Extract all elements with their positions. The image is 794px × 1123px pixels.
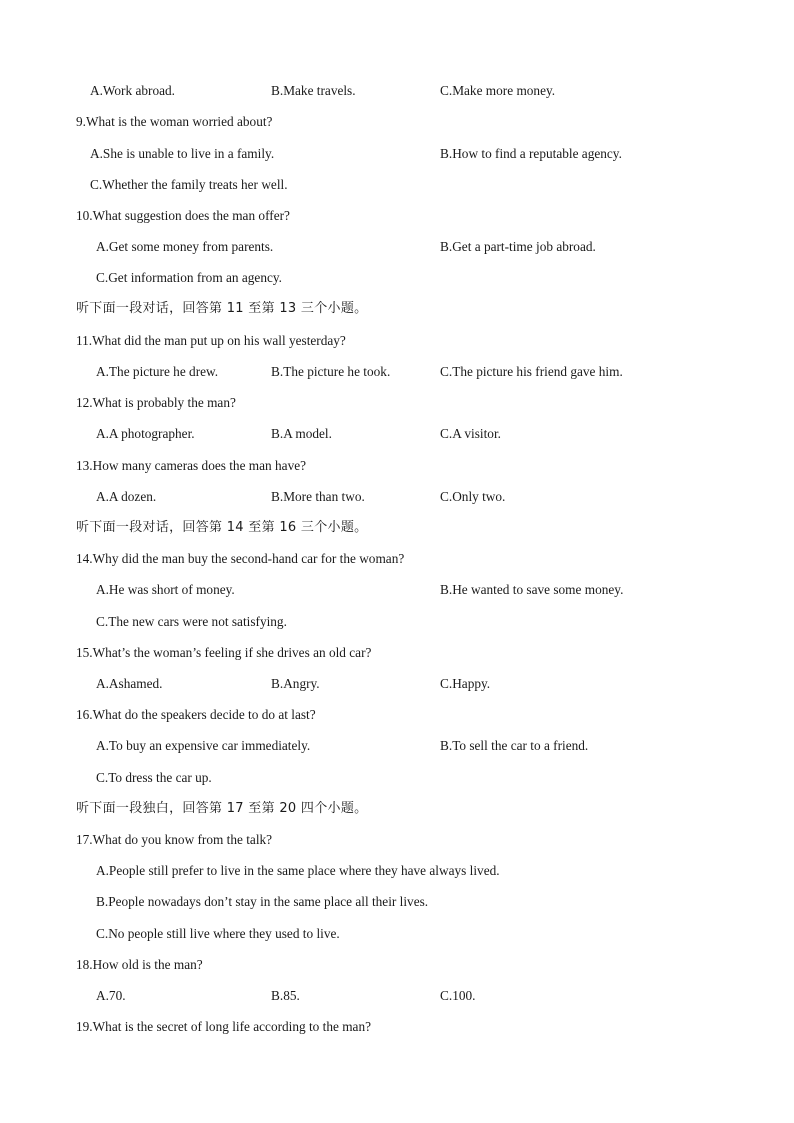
q14-option-a: A.He was short of money. xyxy=(96,582,235,597)
q16-option-b: B.To sell the car to a friend. xyxy=(440,738,589,753)
q14-options-row1 xyxy=(0,580,794,600)
q18-option-c: C.100. xyxy=(440,988,476,1003)
q9-option-c: C.Whether the family treats her well. xyxy=(90,177,288,192)
q11-option-c: C.The picture his friend gave him. xyxy=(440,364,623,379)
q15-options xyxy=(0,674,794,694)
q9-option-b: B.How to find a reputable agency. xyxy=(440,146,622,161)
q18-options xyxy=(0,986,794,1006)
q17-option-c-row xyxy=(0,924,794,944)
q13-option-c: C.Only two. xyxy=(440,489,506,504)
q11-text: 11.What did the man put up on his wall yesterday? xyxy=(76,333,346,348)
section-1-text: 听下面一段对话，回答第 11 至第 13 三个小题。 xyxy=(76,301,368,316)
q9-options-row1 xyxy=(0,144,794,164)
q10-options-row2 xyxy=(0,268,794,288)
q13-question xyxy=(0,456,794,476)
q16-option-a: A.To buy an expensive car immediately. xyxy=(96,738,311,753)
q12-option-b: B.A model. xyxy=(271,426,332,441)
q18-option-b: B.85. xyxy=(271,988,300,1003)
q10-option-c: C.Get information from an agency. xyxy=(96,270,282,285)
q18-option-a: A.70. xyxy=(96,988,126,1003)
q8-option-b: B.Make travels. xyxy=(271,83,356,98)
q19-question xyxy=(0,1017,794,1037)
q14-options-row2 xyxy=(0,612,794,632)
q17-option-a-row xyxy=(0,861,794,881)
q11-question xyxy=(0,331,794,351)
q15-option-b: B.Angry. xyxy=(271,676,320,691)
q16-question xyxy=(0,705,794,725)
q14-option-c: C.The new cars were not satisfying. xyxy=(96,614,287,629)
q15-text: 15.What’s the woman’s feeling if she drives an old car? xyxy=(76,645,372,660)
q13-options xyxy=(0,487,794,507)
q11-option-b: B.The picture he took. xyxy=(271,364,391,379)
section-heading-3 xyxy=(0,799,794,819)
q10-question xyxy=(0,206,794,226)
section-2-text: 听下面一段对话，回答第 14 至第 16 三个小题。 xyxy=(76,520,368,535)
q15-option-a: A.Ashamed. xyxy=(96,676,163,691)
q17-question xyxy=(0,830,794,850)
q13-option-b: B.More than two. xyxy=(271,489,365,504)
q17-option-c: C.No people still live where they used to live. xyxy=(96,926,340,941)
q18-question xyxy=(0,955,794,975)
q10-text: 10.What suggestion does the man offer? xyxy=(76,208,290,223)
q16-options-row1 xyxy=(0,736,794,756)
q19-text: 19.What is the secret of long life according to the man? xyxy=(76,1019,372,1034)
q10-options-row1 xyxy=(0,237,794,257)
section-heading-2 xyxy=(0,518,794,538)
q8-option-c: C.Make more money. xyxy=(440,83,556,98)
q13-option-a: A.A dozen. xyxy=(96,489,157,504)
q11-option-a: A.The picture he drew. xyxy=(96,364,219,379)
q8-option-a: A.Work abroad. xyxy=(90,83,175,98)
q17-option-a: A.People still prefer to live in the same place where they have always lived. xyxy=(96,863,500,878)
q12-option-a: A.A photographer. xyxy=(96,426,195,441)
q12-text: 12.What is probably the man? xyxy=(76,395,236,410)
q10-option-a: A.Get some money from parents. xyxy=(96,239,274,254)
q8-options xyxy=(0,81,794,101)
q14-question xyxy=(0,549,794,569)
q12-option-c: C.A visitor. xyxy=(440,426,501,441)
q18-text: 18.How old is the man? xyxy=(76,957,203,972)
q13-text: 13.How many cameras does the man have? xyxy=(76,458,307,473)
section-3-text: 听下面一段独白，回答第 17 至第 20 四个小题。 xyxy=(76,801,368,816)
q9-options-row2 xyxy=(0,175,794,195)
q16-options-row2 xyxy=(0,768,794,788)
q14-option-b: B.He wanted to save some money. xyxy=(440,582,624,597)
q14-text: 14.Why did the man buy the second-hand car for the woman? xyxy=(76,551,405,566)
q11-options xyxy=(0,362,794,382)
section-heading-1 xyxy=(0,299,794,319)
q15-option-c: C.Happy. xyxy=(440,676,491,691)
q12-options xyxy=(0,424,794,444)
q10-option-b: B.Get a part-time job abroad. xyxy=(440,239,596,254)
q9-option-a: A.She is unable to live in a family. xyxy=(90,146,275,161)
q9-question xyxy=(0,112,794,132)
q9-text: 9.What is the woman worried about? xyxy=(76,114,273,129)
q17-text: 17.What do you know from the talk? xyxy=(76,832,273,847)
q16-option-c: C.To dress the car up. xyxy=(96,770,212,785)
q15-question xyxy=(0,643,794,663)
q12-question xyxy=(0,393,794,413)
q17-option-b-row xyxy=(0,892,794,912)
q16-text: 16.What do the speakers decide to do at last? xyxy=(76,707,316,722)
q17-option-b: B.People nowadays don’t stay in the same place all their lives. xyxy=(96,894,429,909)
